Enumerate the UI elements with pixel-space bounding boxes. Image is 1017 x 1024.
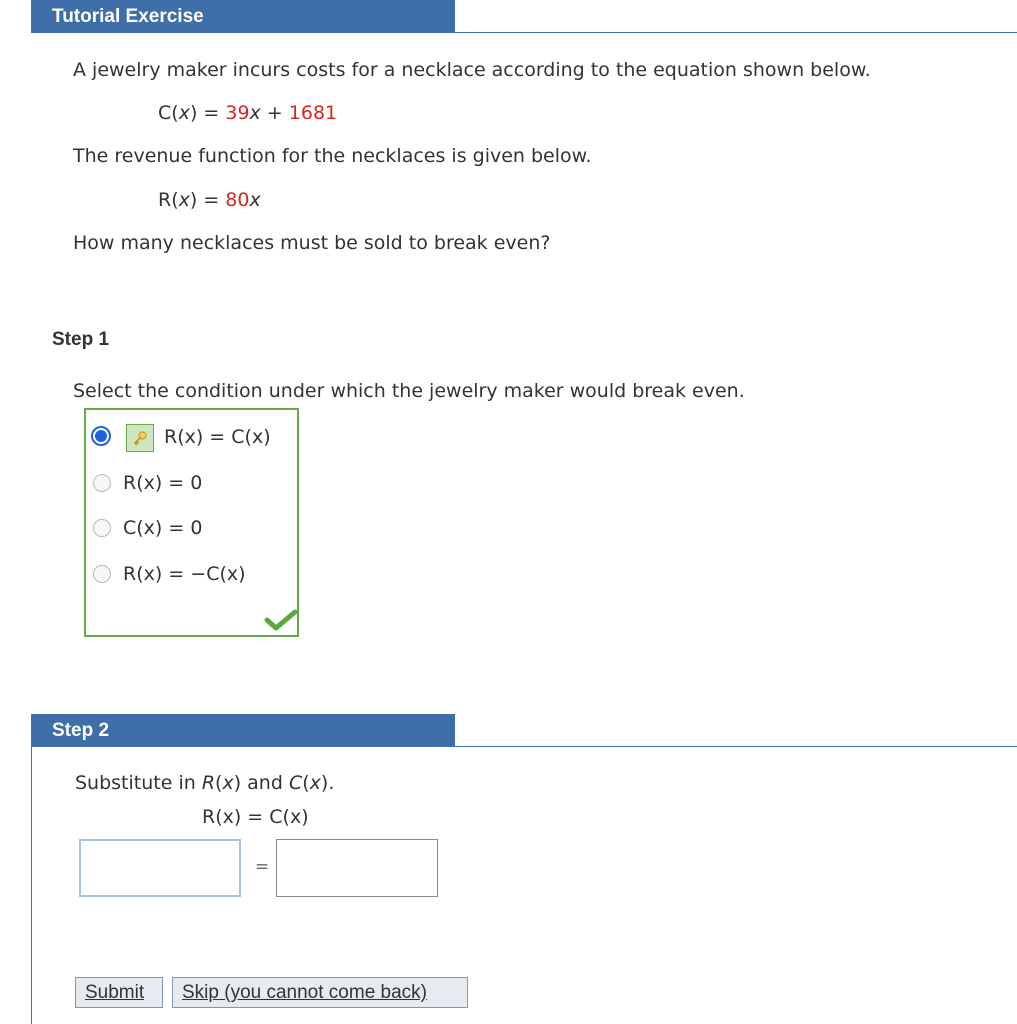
key-icon[interactable] [126, 424, 154, 452]
step2-left-border [31, 746, 32, 1024]
step1-prompt: Select the condition under which the jewelry maker would break even. [73, 380, 745, 402]
option-label-2[interactable]: R(x) = 0 [123, 472, 203, 494]
option-radio-1[interactable] [91, 426, 111, 446]
right-answer-input[interactable] [276, 839, 438, 897]
step2-header: Step 2 [31, 714, 455, 747]
revenue-intro: The revenue function for the necklaces is given below. [73, 145, 592, 167]
problem-intro: A jewelry maker incurs costs for a necklace according to the equation shown below. [73, 59, 871, 81]
cost-equation: C(x) = 39x + 1681 [158, 102, 338, 124]
step2-equation: R(x) = C(x) [202, 806, 309, 828]
revenue-coefficient: 80 [225, 189, 250, 211]
option-label-1[interactable]: R(x) = C(x) [164, 426, 271, 448]
submit-button[interactable]: Submit [75, 977, 163, 1008]
equals-sign: = [255, 857, 270, 877]
correct-check-icon [264, 609, 298, 631]
option-label-4[interactable]: R(x) = −C(x) [123, 563, 246, 585]
option-radio-3[interactable] [93, 519, 111, 537]
tutorial-header-rule [455, 32, 1017, 33]
revenue-equation: R(x) = 80x [158, 189, 261, 211]
left-answer-input[interactable] [79, 839, 241, 897]
step1-choices [84, 408, 299, 637]
skip-button[interactable]: Skip (you cannot come back) [172, 977, 468, 1008]
step2-prompt: Substitute in R(x) and C(x). [75, 772, 335, 794]
option-radio-2[interactable] [93, 474, 111, 492]
option-label-3[interactable]: C(x) = 0 [123, 517, 203, 539]
option-radio-4[interactable] [93, 565, 111, 583]
cost-coefficient: 39 [225, 102, 250, 124]
cost-constant: 1681 [288, 102, 338, 124]
tutorial-header: Tutorial Exercise [31, 0, 455, 33]
step1-label: Step 1 [52, 329, 110, 350]
problem-question: How many necklaces must be sold to break even? [73, 232, 551, 254]
step2-header-rule [455, 746, 1017, 747]
